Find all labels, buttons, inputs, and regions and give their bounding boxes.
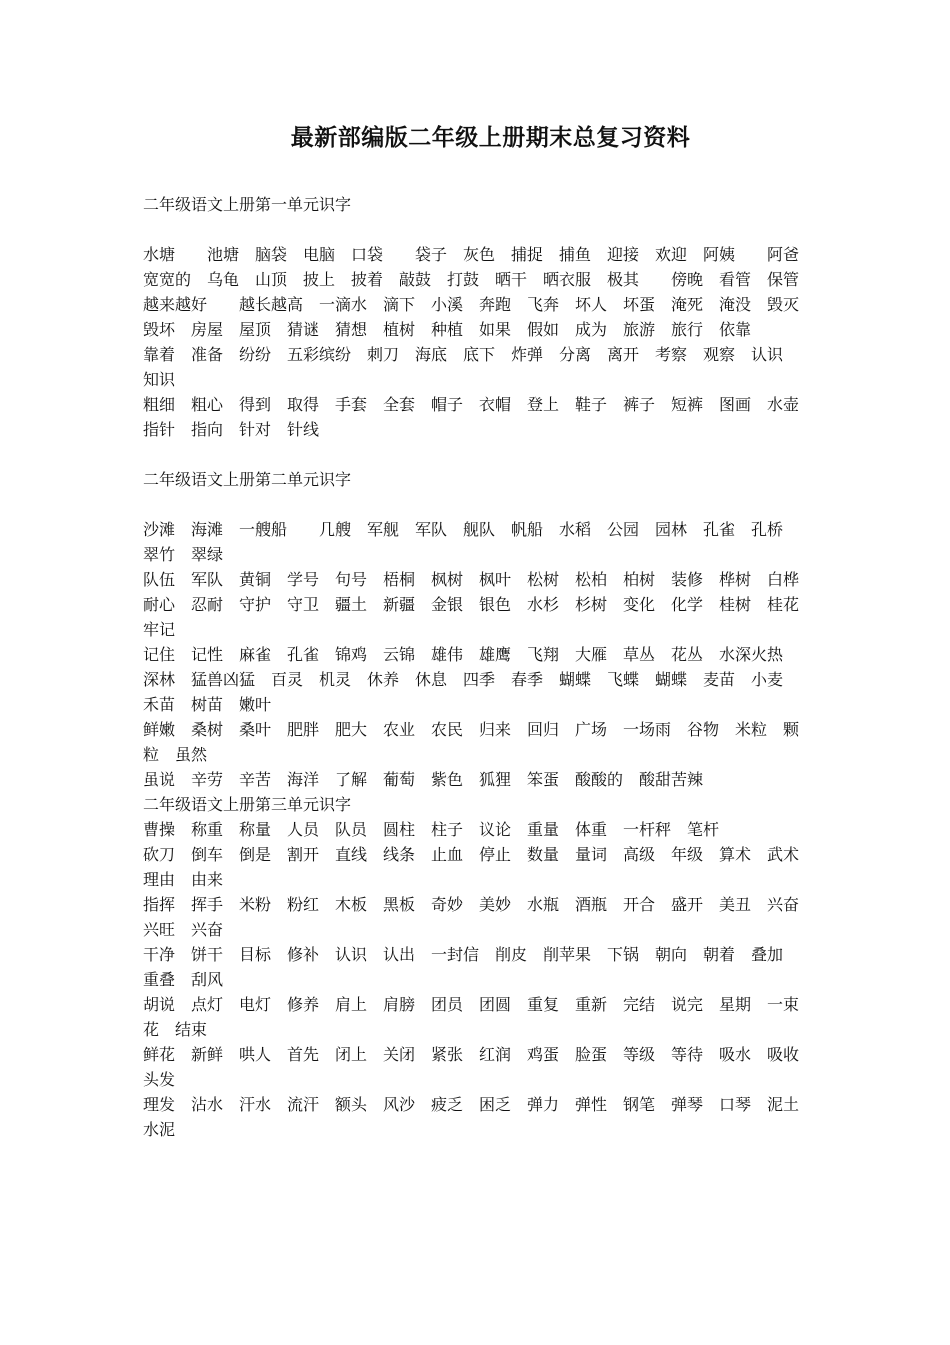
document-page [143,118,816,1142]
unit3-line: 理发 沾水 汗水 流汗 额头 风沙 疲乏 困乏 弹力 弹性 钢笔 弹琴 口琴 泥土 水泥 [143,1095,816,1139]
unit2-line: 记住 记性 麻雀 孔雀 锦鸡 云锦 雄伟 雄鹰 飞翔 大雁 草丛 花丛 水深火热 深林 猛兽凶猛 百灵 机灵 休养 休息 四季 春季 蝴蝶 飞蝶 蝴蝶 麦苗 小麦 禾苗 树苗 嫩叶 [143,645,800,714]
unit1-heading: 二年级语文上册第一单元识字 [143,195,352,214]
unit1-line: 指针 指向 针对 针线 [143,420,320,439]
unit1-line: 靠着 准备 纷纷 五彩缤纷 刺刀 海底 底下 炸弹 分离 离开 考察 观察 认识 知识 [143,345,800,389]
unit2-line: 虽说 辛劳 辛苦 海洋 了解 葡萄 紫色 狐狸 笨蛋 酸酸的 酸甜苦辣 [143,770,704,789]
unit3-line: 指挥 挥手 米粉 粉红 木板 黑板 奇妙 美妙 水瓶 酒瓶 开合 盛开 美丑 兴奋 兴旺 兴奋 [143,895,816,939]
unit3-line: 胡说 点灯 电灯 修养 肩上 肩膀 团员 团圆 重复 重新 完结 说完 星期 一束花 结束 [143,995,800,1039]
spacer [143,217,808,242]
unit3-line: 曹操 称重 称量 人员 队员 圆柱 柱子 议论 重量 体重 一杆秤 笔杆 [143,820,720,839]
spacer [143,492,808,517]
document-title: 最新部编版二年级上册期末总复习资料 [290,124,691,151]
unit1-line: 水塘 池塘 脑袋 电脑 口袋 袋子 灰色 捕捉 捕鱼 迎接 欢迎 阿姨 阿爸 宽宽的 乌龟 山顶 披上 披着 敲鼓 打鼓 晒干 晒衣服 极其 傍晚 看管 保管 越来越好 越长越高 一滴水 滴下 小溪 奔跑 飞奔 坏人 坏蛋 淹死 淹没 毁灭 毁坏 房屋 屋顶 猜谜 猜想 植树 种植 如果 假如 成为 旅游 旅行 依靠 [143,245,816,339]
unit2-line: 鲜嫩 桑树 桑叶 肥胖 肥大 农业 农民 归来 回归 广场 一场雨 谷物 米粒 颗粒 虽然 [143,720,800,764]
unit2-line: 耐心 忍耐 守护 守卫 疆土 新疆 金银 银色 水杉 杉树 变化 化学 桂树 桂花 牢记 [143,595,816,639]
unit2-line: 队伍 军队 黄铜 学号 句号 梧桐 枫树 枫叶 松树 松柏 柏树 装修 桦树 白桦 [143,570,800,589]
unit2-line: 沙滩 海滩 一艘船 几艘 军舰 军队 舰队 帆船 水稻 公园 园林 孔雀 孔桥 翠竹 翠绿 [143,520,800,564]
unit1-line: 粗细 粗心 得到 取得 手套 全套 帽子 衣帽 登上 鞋子 裤子 短裤 图画 水壶 [143,395,800,414]
spacer [143,442,808,467]
unit3-heading: 二年级语文上册第三单元识字 [143,795,352,814]
unit3-line: 砍刀 倒车 倒是 割开 直线 线条 止血 停止 数量 量词 高级 年级 算术 武术 理由 由来 [143,845,816,889]
unit2-heading: 二年级语文上册第二单元识字 [143,470,352,489]
unit3-line: 鲜花 新鲜 哄人 首先 闭上 关闭 紧张 红润 鸡蛋 脸蛋 等级 等待 吸水 吸收 头发 [143,1045,816,1089]
unit3-line: 干净 饼干 目标 修补 认识 认出 一封信 削皮 削苹果 下锅 朝向 朝着 叠加 重叠 刮风 [143,945,800,989]
